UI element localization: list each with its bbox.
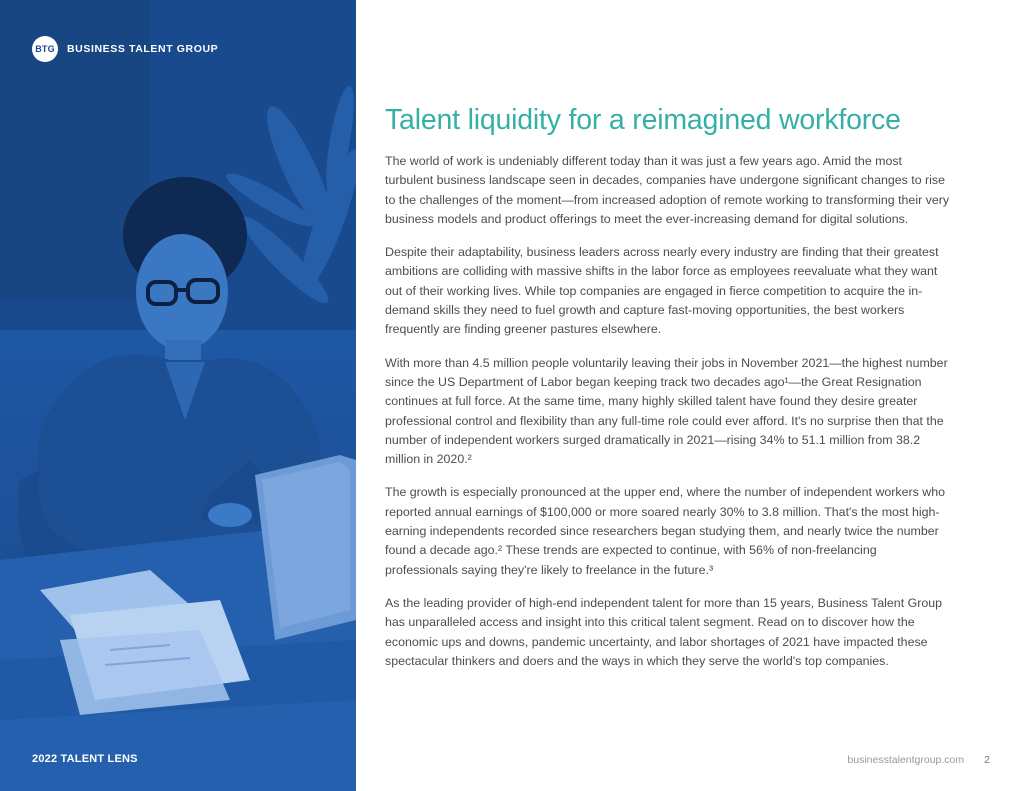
cover-photo [0, 0, 356, 791]
page-number: 2 [984, 754, 990, 766]
btg-badge-icon: BTG [32, 36, 58, 62]
photo-illustration [0, 0, 356, 791]
brand-logo[interactable] [32, 36, 218, 62]
page-title: Talent liquidity for a reimagined workforce [385, 104, 901, 136]
report-name: 2022 TALENT LENS [32, 753, 138, 765]
paragraph-3: With more than 4.5 million people voluntarily leaving their jobs in November 2021—the highest number since the US Department of Labor began keeping track two decades ago¹—the Great Resignation continues at full force. At the same time, many highly skilled talent have found they desire greater professional control and flexibility than any full-time role could ever afford. It's no surprise then that the number of independent workers surged dramatically in 2021—rising 34% to 51.1 million from 38.2 million in 2020.² [385, 355, 948, 467]
paragraph-5: As the leading provider of high-end independent talent for more than 15 years, Business Talent Group has unparalleled access and insight into this critical talent segment. Read on to discover how the economic ups and downs, pandemic uncertainty, and labor shortages of 2021 have impacted these spectacular thinkers and doers and the ways in which they serve the world's top companies. [385, 595, 943, 668]
article [385, 100, 985, 685]
paragraph-1: The world of work is undeniably different today than it was just a few years ago. Amid the most turbulent business landscape seen in decades, companies have undergone significant changes to rise to the challenges of the moment—from increased adoption of remote working to transforming their very business models and product offerings to meet the ever-increasing demand for digital solutions. [385, 154, 950, 226]
paragraph-4: The growth is especially pronounced at the upper end, where the number of independent workers who reported annual earnings of $100,000 or more soared nearly 30% to 3.8 million. That's the most high-earning independents recorded since researchers began studying them, and nearly twice the number found a decade ago.² These trends are expected to continue, with 56% of non-freelancing professionals saying they're likely to freelance in the future.³ [385, 485, 945, 577]
brand-name: BUSINESS TALENT GROUP [67, 43, 219, 55]
paragraph-2: Despite their adaptability, business leaders across nearly every industry are finding that their greatest ambitions are colliding with massive shifts in the labor force as employees reevaluate what they want out of their working lives. While top companies are engaged in fierce competition to acquire the in-demand skills they need to fuel growth and capture fast-moving opportunities, the best workers frequently are finding greener pastures elsewhere. [385, 245, 939, 337]
page-footer [847, 754, 990, 766]
website-link[interactable]: businesstalentgroup.com [847, 754, 965, 766]
